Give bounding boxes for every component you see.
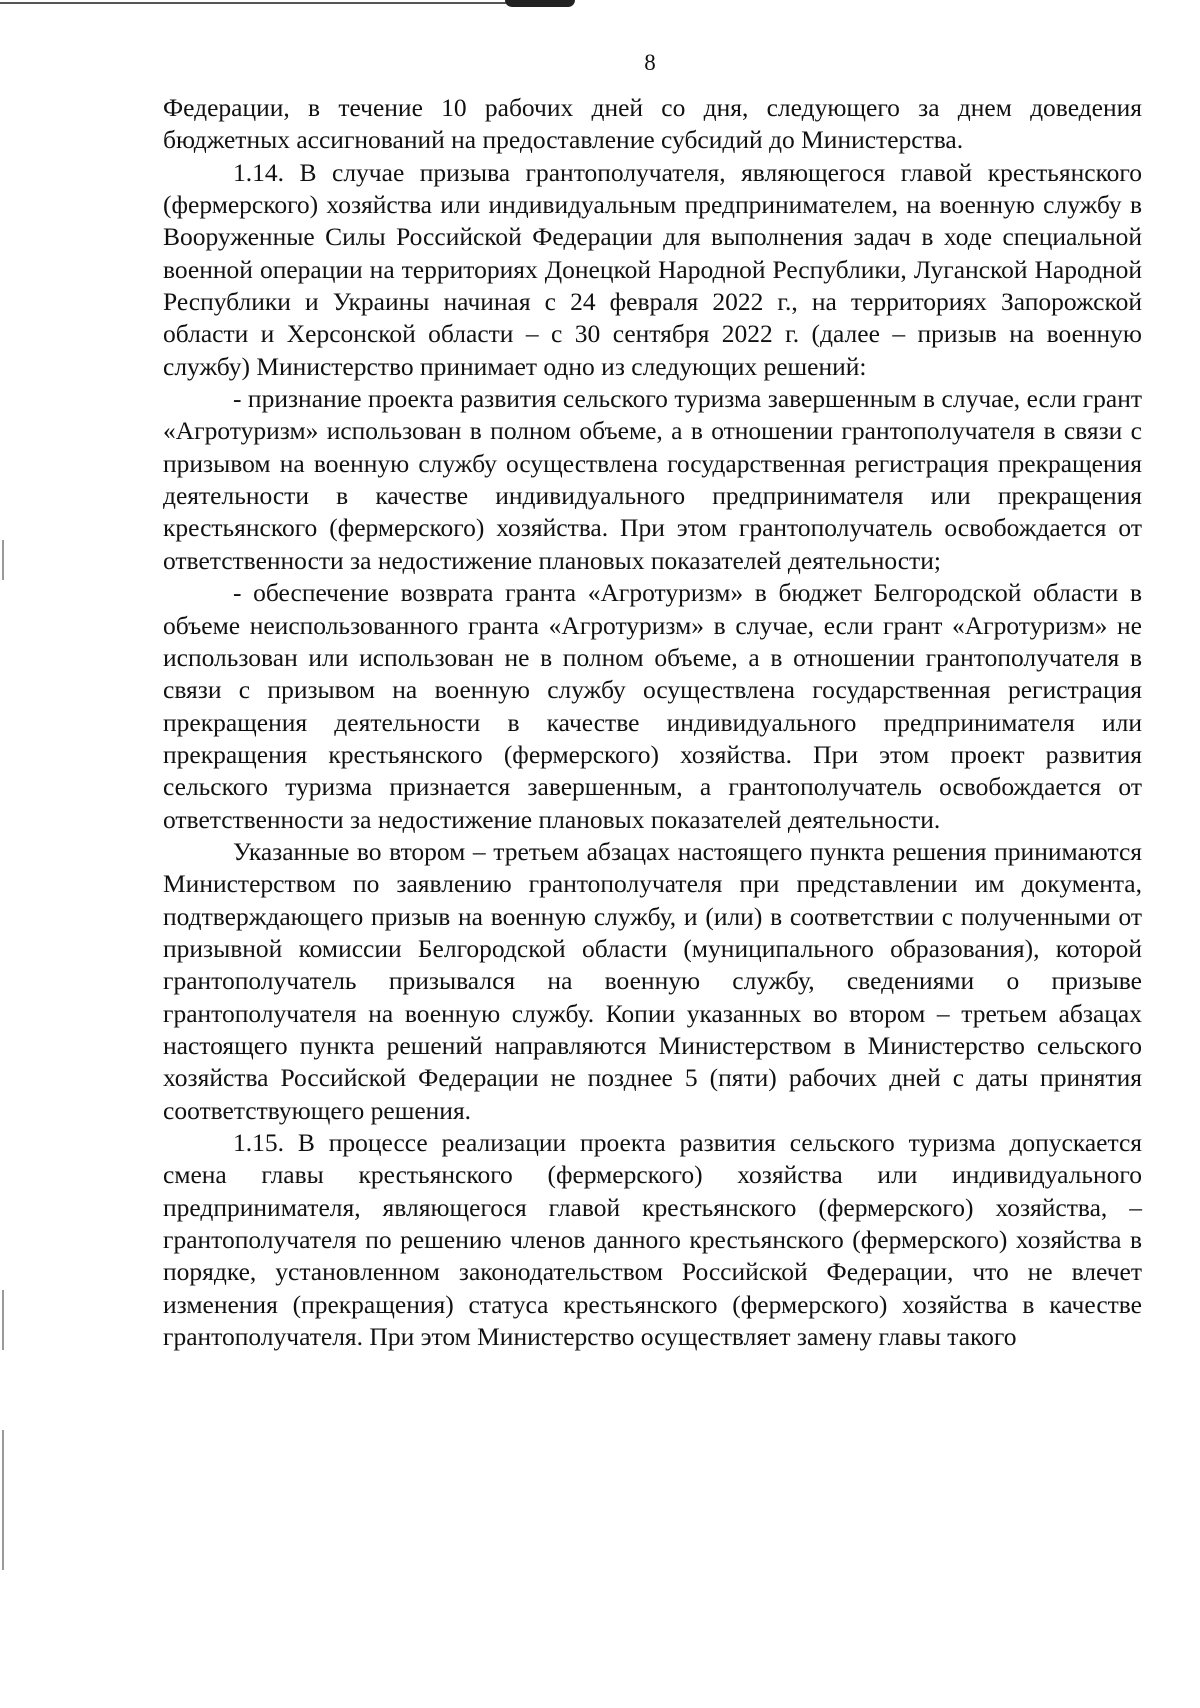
document-body [163,92,1142,1353]
scan-artifact-line [0,2,560,4]
paragraph-decisions-procedure: Указанные во втором – третьем абзацах настоящего пункта решения принимаются Министерством по заявлению грантополучателя при представлении им документа, подтверждающего призыв на военную службу, и (или) в соответствии с полученными от призывной комиссии Белгородской области (муниципального образования), которой грантополучатель призывался на военную службу, сведениями о призыве грантополучателя на военную службу. Копии указанных во втором – третьем абзацах настоящего пункта решений направляются Министерством в Министерство сельского хозяйства Российской Федерации не позднее 5 (пяти) рабочих дней с даты принятия соответствующего решения. [163,836,1142,1125]
scan-margin-mark [2,1290,4,1350]
scan-margin-mark [2,540,4,580]
paragraph-clause-1-14: 1.14. В случае призыва грантополучателя, являющегося главой крестьянского (фермерского) хозяйства или индивидуальным предпринимателем, на военную службу в Вооруженные Силы Российской Федерации для выполнения задач в ходе специальной военной операции на территориях Донецкой Народной Республики, Луганской Народной Республики и Украины начиная с 24 февраля 2022 г., на территориях Запорожской области и Херсонской области – с 30 сентября 2022 г. (далее – призыв на военную службу) Министерство принимает одно из следующих решений: [163,157,1142,381]
paragraph-decision-two: - обеспечение возврата гранта «Агротуризм» в бюджет Белгородской области в объеме неиспользованного гранта «Агротуризм» в случае, если грант «Агротуризм» не использован или использован не в полном объеме, а в отношении грантополучателя в связи с призывом на военную службу осуществлена государственная регистрация прекращения деятельности в качестве индивидуального предпринимателя или прекращения крестьянского (фермерского) хозяйства. При этом проект развития сельского туризма признается завершенным, а грантополучатель освобождается от ответственности за недостижение плановых показателей деятельности. [163,578,1142,834]
paragraph-decision-one: - признание проекта развития сельского туризма завершенным в случае, если грант «Агротуризм» использован в полном объеме, а в отношении грантополучателя в связи с призывом на военную службу осуществлена государственная регистрация прекращения деятельности в качестве индивидуального предпринимателя или прекращения крестьянского (фермерского) хозяйства. При этом грантополучатель освобождается от ответственности за недостижение плановых показателей деятельности; [163,384,1142,575]
scan-margin-mark [2,1430,4,1570]
scan-artifact-mark [505,0,575,7]
paragraph-clause-1-15: 1.15. В процессе реализации проекта развития сельского туризма допускается смена главы крестьянского (фермерского) хозяйства или индивидуального предпринимателя, являющегося главой крестьянского (фермерского) хозяйства, – грантополучателя по решению членов данного крестьянского (фермерского) хозяйства в порядке, установленном законодательством Российской Федерации, что не влечет изменения (прекращения) статуса крестьянского (фермерского) хозяйства в качестве грантополучателя. При этом Министерство осуществляет замену главы такого [163,1128,1142,1352]
page-number: 8 [644,50,656,75]
paragraph-continuation: Федерации, в течение 10 рабочих дней со дня, следующего за днем доведения бюджетных ассигнований на предоставление субсидий до Министерства. [163,93,1142,155]
